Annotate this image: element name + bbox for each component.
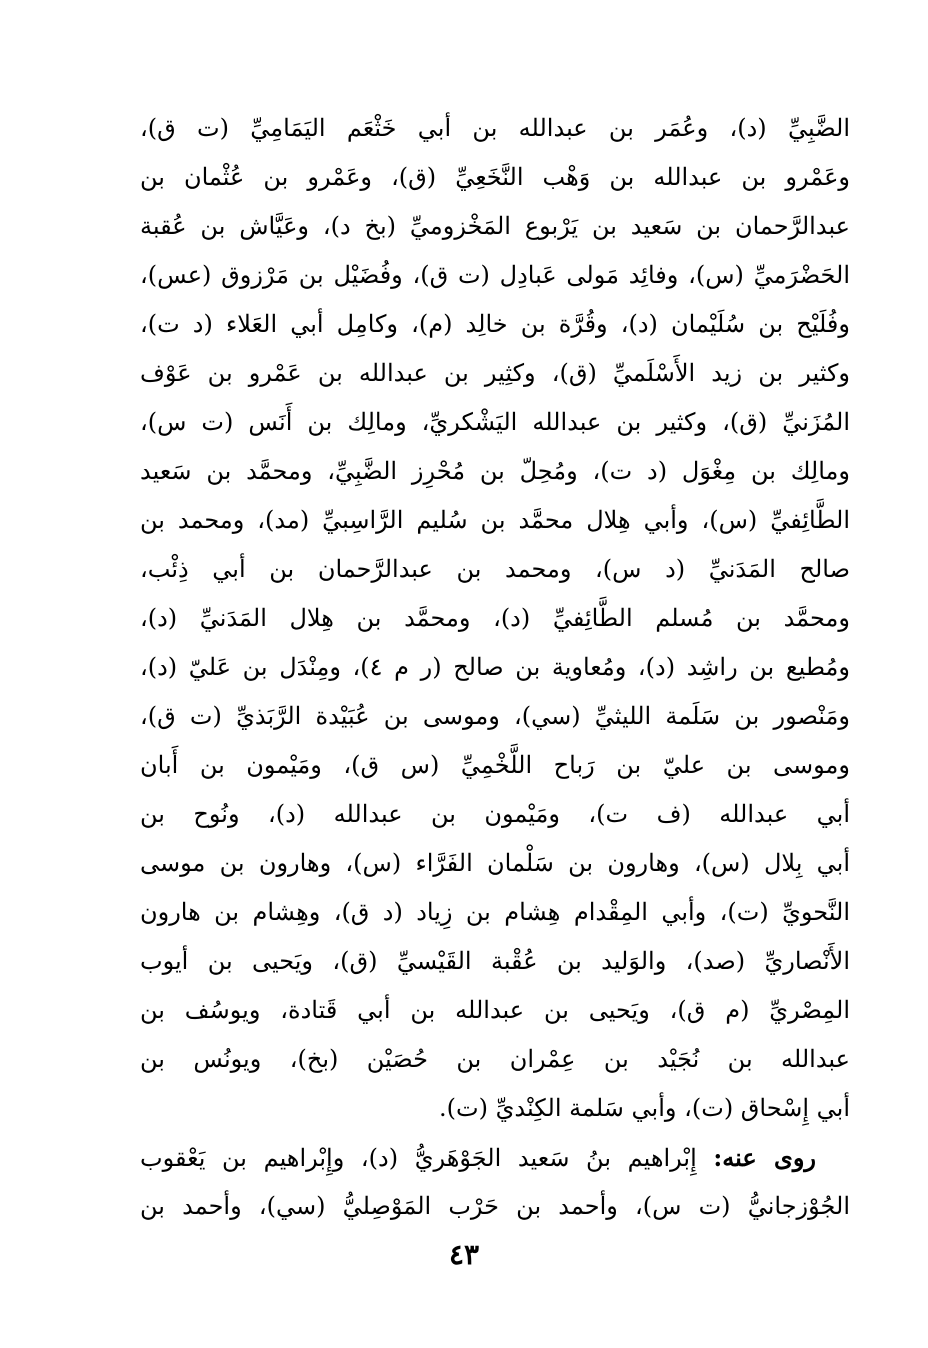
text-line: الطَّائِفيِّ (س)، وأبي هِلال محمَّد بن سُليم الرَّاسِبيِّ (مد)، ومحمد بن xyxy=(140,506,850,534)
text-line: وعَمْرو بن عبدالله بن وَهْب النَّخَعِيِّ (ق)، وعَمْرو بن عُثْمان بن xyxy=(140,163,850,191)
text-line: وفُلَيْح بن سُلَيْمان (د)، وقُرَّة بن خالِد (م)، وكامِل أبي العَلاء (د ت)، xyxy=(140,310,850,338)
narrators-label: روى عنه: xyxy=(713,1143,817,1172)
text-line: أبي إِسْحاق (ت)، وأبي سَلمة الكِنْديِّ (ت). xyxy=(439,1094,850,1122)
page-number: ٤٣ xyxy=(448,1238,480,1271)
narrators-text: إِبْراهيم بنُ سَعيد الجَوْهَريُّ (د)، وإِبْراهيم بن يَعْقوب xyxy=(140,1144,697,1172)
text-line: ومالِك بن مِغْوَل (د ت)، ومُحِلّ بن مُحْرِز الضَّبِيِّ، ومحمَّد بن سَعيد xyxy=(140,457,850,485)
narrators-line: الجُوْزجانيُّ (ت س)، وأحمد بن حَرْب المَوْصِليُّ (سي)، وأحمد بن xyxy=(140,1192,850,1220)
text-line: ومحمَّد بن مُسلم الطَّائِفيِّ (د)، ومحمَّد بن هِلال المَدَنيِّ (د)، xyxy=(140,604,850,632)
text-line: أبي عبدالله (ف ت)، ومَيْمون بن عبدالله (د)، ونُوح بن xyxy=(140,800,850,828)
text-line: وكثير بن زيد الأَسْلَميِّ (ق)، وكثِير بن عبدالله بن عَمْرو بن عَوْف xyxy=(140,359,850,387)
text-line: الأَنْصاريِّ (صد)، والوَليد بن عُقْبة القَيْسيِّ (ق)، ويَحيى بن أيوب xyxy=(140,947,850,975)
text-line: النَّحويِّ (ت)، وأبي المِقْدام هِشام بن زِياد (د ق)، وهِشام بن هارون xyxy=(140,898,850,926)
text-line: أبي بِلال (س)، وهارون بن سَلْمان الفَرَّاء (س)، وهارون بن موسى xyxy=(140,849,850,877)
text-line: ومُطيع بن راشِد (د)، ومُعاوية بن صالح (ر م ٤)، ومِنْدَل بن عَليّ (د)، xyxy=(140,653,850,681)
text-line: عبدالله بن نُجَيْد بن عِمْران بن حُصَيْن (بخ)، ويونُس بن xyxy=(140,1045,850,1073)
text-line: المِصْريِّ (م ق)، ويَحيى بن عبدالله بن أبي قَتادة، ويوسُف بن xyxy=(140,996,850,1024)
page-body-text xyxy=(140,104,850,1231)
text-line: عبدالرَّحمان بن سَعيد بن يَرْبوع المَخْزوميِّ (بخ د)، وعَيَّاش بن عُقبة xyxy=(140,212,850,240)
narrators-line xyxy=(140,1133,850,1182)
text-line: الحَضْرَميِّ (س)، وفائِد مَولى عَبادِل (ت ق)، وفُضَيْل بن مَرْزوق (عس)، xyxy=(140,261,850,289)
text-line: المُزَنيِّ (ق)، وكثير بن عبدالله اليَشْكريِّ، ومالِك بن أَنَس (ت س)، xyxy=(140,408,850,436)
text-line: صالح المَدَنيِّ (د س)، ومحمد بن عبدالرَّحمان بن أبي ذِئْب، xyxy=(140,555,850,583)
text-line: وموسى بن عليّ بن رَباح اللَّخْمِيِّ (س ق)، ومَيْمون بن أَبان xyxy=(140,751,850,779)
text-line: الضَّبِيِّ (د)، وعُمَر بن عبدالله بن أبي خَثْعَم اليَمَامِيِّ (ت ق)، xyxy=(140,114,850,142)
text-line: ومَنْصور بن سَلَمة الليثيِّ (سي)، وموسى بن عُبَيْدة الرَّبَذيِّ (ت ق)، xyxy=(140,702,850,730)
